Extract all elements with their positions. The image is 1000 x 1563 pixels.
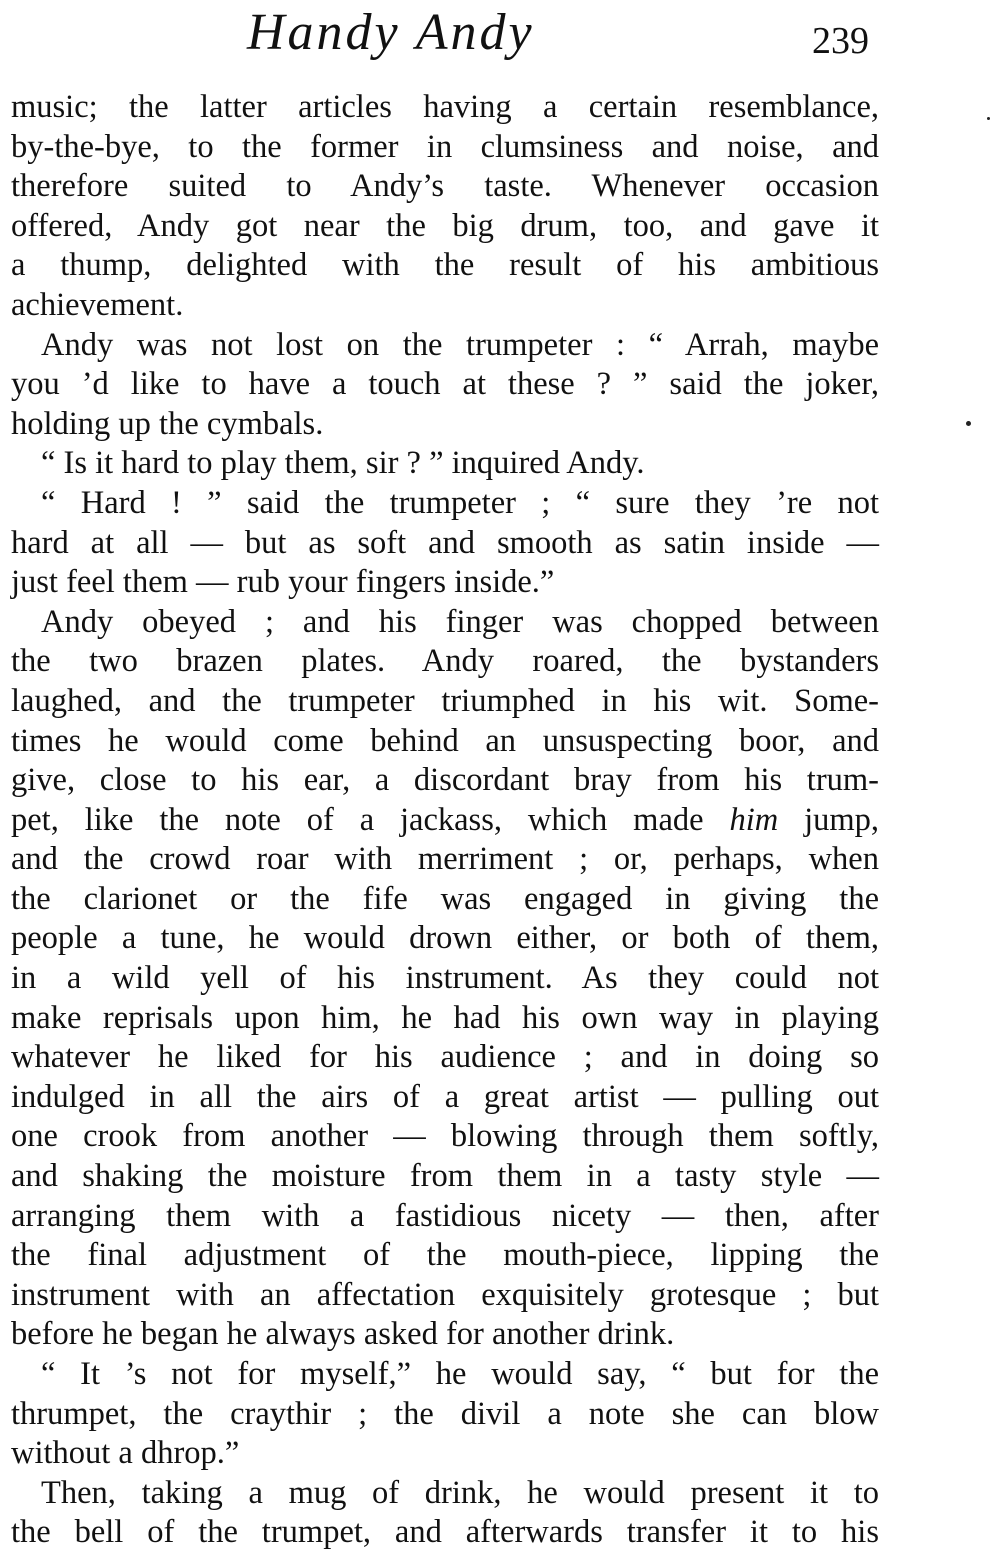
scan-speck <box>966 421 971 426</box>
text-line: the final adjustment of the mouth-piece, lipping the <box>11 1237 879 1274</box>
text-line: hard at all — but as soft and smooth as satin inside — <box>11 524 879 561</box>
text-line: “ It ’s not for myself,” he would say, “ but for the <box>41 1356 879 1392</box>
text-line: the two brazen plates. Andy roared, the bystanders <box>11 643 879 680</box>
text-line: indulged in all the airs of a great artist — pulling out <box>11 1078 879 1115</box>
text-line: music; the latter articles having a certain resemblance, <box>11 89 879 125</box>
italic-word: him <box>729 801 779 838</box>
running-head <box>0 0 1000 80</box>
text-line: arranging them with a fastidious nicety — then, after <box>11 1197 879 1234</box>
page-number: 239 <box>812 20 869 62</box>
text-line: “ Is it hard to play them, sir ? ” inquired Andy. <box>41 445 645 482</box>
text-line: “ Hard ! ” said the trumpeter ; “ sure they ’re not <box>41 484 879 521</box>
text-line: whatever he liked for his audience ; and in doing so <box>11 1039 879 1076</box>
text-line: by-the-bye, to the former in clumsiness and noise, and <box>11 128 879 165</box>
text-line: the clarionet or the fife was engaged in giving the <box>11 880 879 917</box>
text-line: and the crowd roar with merriment ; or, perhaps, when <box>11 841 879 878</box>
text-line: therefore suited to Andy’s taste. Whenever occasion <box>11 168 879 205</box>
text-line: holding up the cymbals. <box>11 405 324 442</box>
text-line: one crook from another — blowing through them softly, <box>11 1118 879 1155</box>
text-line: laughed, and the trumpeter triumphed in his wit. Some- <box>11 682 879 719</box>
text-line: without a dhrop.” <box>11 1435 240 1472</box>
text-line: and shaking the moisture from them in a tasty style — <box>11 1158 879 1195</box>
text-line: people a tune, he would drown either, or both of them, <box>11 920 879 957</box>
text-line: the bell of the trumpet, and afterwards transfer it to his <box>11 1514 879 1551</box>
running-title: Handy Andy <box>247 4 535 61</box>
text-line: times he would come behind an unsuspecting boor, and <box>11 722 879 759</box>
text-line: make reprisals upon him, he had his own way in playing <box>11 999 879 1036</box>
text-line: a thump, delighted with the result of his ambitious <box>11 247 879 284</box>
text-line: thrumpet, the craythir ; the divil a note she can blow <box>11 1395 879 1432</box>
scan-speck <box>987 117 990 120</box>
text-line: give, close to his ear, a discordant bray from his trum- <box>11 762 879 799</box>
text-line: before he began he always asked for another drink. <box>11 1316 675 1353</box>
text-line: offered, Andy got near the big drum, too, and gave it <box>11 207 879 244</box>
text-line: you ’d like to have a touch at these ? ” said the joker, <box>11 366 879 403</box>
text-line: Andy obeyed ; and his finger was chopped between <box>41 603 879 640</box>
text-line: just feel them — rub your fingers inside.” <box>11 564 555 601</box>
text-line: Andy was not lost on the trumpeter : “ Arrah, maybe <box>41 326 879 363</box>
text-line-with-italic <box>11 801 879 841</box>
text-segment: pet, like the note of a jackass, which made <box>11 801 704 838</box>
text-line: Then, taking a mug of drink, he would present it to <box>41 1474 879 1511</box>
text-line: instrument with an affectation exquisitely grotesque ; but <box>11 1276 879 1313</box>
body-text <box>11 88 879 1553</box>
text-line: achievement. <box>11 286 184 323</box>
text-line: in a wild yell of his instrument. As they could not <box>11 960 879 997</box>
text-segment: jump, <box>778 801 880 838</box>
